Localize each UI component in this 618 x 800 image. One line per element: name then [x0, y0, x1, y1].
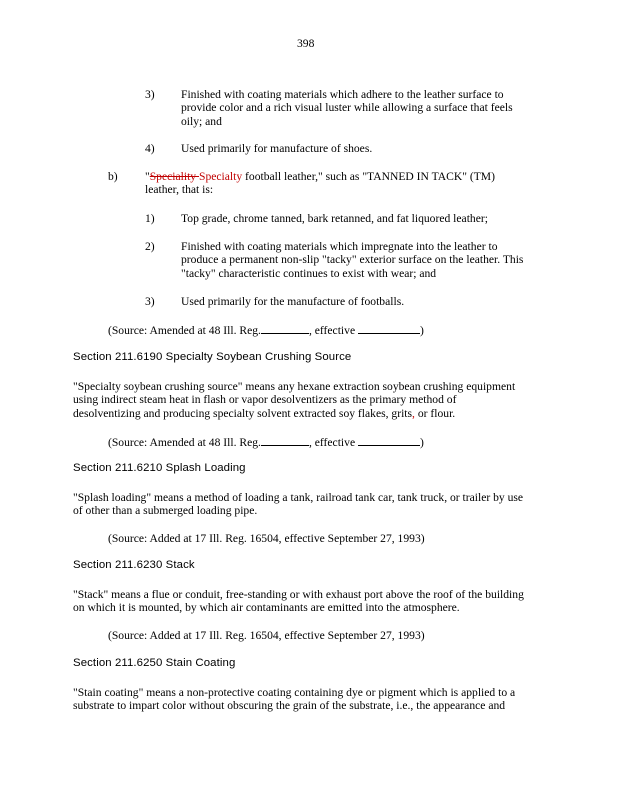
list-number: 1)	[145, 212, 155, 225]
deleted-text: Speciality	[149, 170, 199, 183]
section-paragraph: "Stain coating" means a non-protective coating containing dye or pigment which is applied to a substrate to impart color without obscuring the grain of the substrate, i.e., the appearance and	[73, 686, 516, 713]
section-paragraph: "Specialty soybean crushing source" means any hexane extraction soybean crushing equipment using indirect steam heat in flash or vapor desolventizers as the primary method of desolventizing and producing specialty solvent extracted soy flakes, grits, or flour.	[73, 380, 516, 420]
list-item-text: Used primarily for manufacture of shoes.	[181, 142, 373, 155]
list-number: 3)	[145, 88, 155, 101]
section-heading: Section 211.6250 Stain Coating	[73, 657, 236, 669]
source-note: (Source: Added at 17 Ill. Reg. 16504, effective September 27, 1993)	[108, 532, 425, 545]
section-heading: Section 211.6210 Splash Loading	[73, 462, 246, 474]
section-heading: Section 211.6190 Specialty Soybean Crushing Source	[73, 351, 352, 363]
section-paragraph: "Stack" means a flue or conduit, free-standing or with exhaust port above the roof of the building on which it is mounted, by which air contaminants are emitted into the atmosphere.	[73, 588, 524, 615]
inserted-mark: ,	[412, 406, 415, 420]
list-item-text: "Speciality Specialty football leather," such as "TANNED IN TACK" (TM) leather, that is:	[145, 170, 495, 197]
source-note: (Source: Added at 17 Ill. Reg. 16504, effective September 27, 1993)	[108, 629, 425, 642]
list-item-text: Top grade, chrome tanned, bark retanned, and fat liquored leather;	[181, 212, 488, 225]
section-heading: Section 211.6230 Stack	[73, 559, 195, 571]
source-note: (Source: Amended at 48 Ill. Reg. , effective )	[108, 324, 424, 337]
list-item-text: Finished with coating materials which adhere to the leather surface to provide color and a rich visual luster while allowing a surface that feels oily; and	[181, 88, 513, 128]
section-paragraph: "Splash loading" means a method of loading a tank, railroad tank car, tank truck, or trailer by use of other than a submerged loading pipe.	[73, 491, 524, 518]
list-number: 3)	[145, 295, 155, 308]
list-number: 2)	[145, 240, 155, 253]
list-item-text: Used primarily for the manufacture of footballs.	[181, 295, 405, 308]
list-letter: b)	[108, 170, 118, 183]
list-item-text: Finished with coating materials which impregnate into the leather to produce a permanent non-slip "tacky" exterior surface on the leather. This "tacky" characteristic continues to exist with wear; and	[181, 240, 524, 280]
page-number: 398	[297, 37, 315, 50]
source-note: (Source: Amended at 48 Ill. Reg. , effective )	[108, 436, 424, 449]
inserted-text: Specialty	[199, 170, 243, 183]
list-number: 4)	[145, 142, 155, 155]
